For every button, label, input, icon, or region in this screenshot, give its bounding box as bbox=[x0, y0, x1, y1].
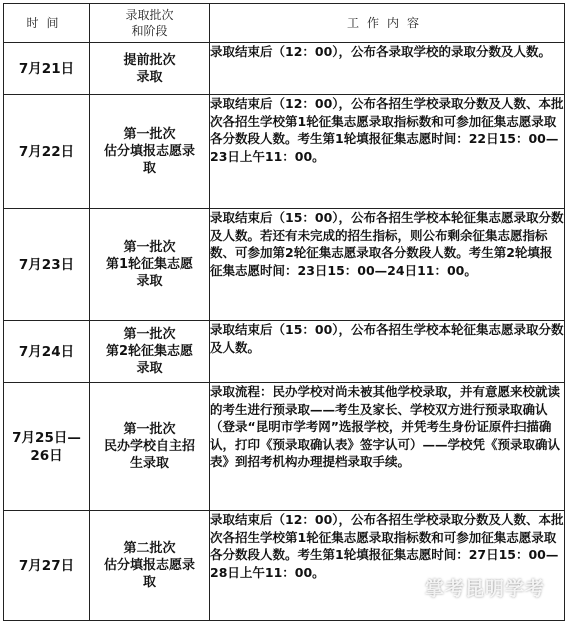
row-date: 7月25日—26日 bbox=[4, 383, 90, 511]
row-date: 7月22日 bbox=[4, 95, 90, 209]
row-batch bbox=[90, 209, 210, 321]
batch-line: 录取 bbox=[136, 361, 163, 376]
batch-line: 第一批次 bbox=[123, 327, 176, 342]
row-work: 录取结束后（12：00），公布各招生学校录取分数及人数、本批次各招生学校第1轮征集志愿录取指标数和可参加征集志愿录取各分数段人数。考生第1轮填报征集志愿时间：22日15：00—23日上午11：00。 bbox=[210, 95, 565, 209]
row-date: 7月21日 bbox=[4, 43, 90, 95]
row-date: 7月24日 bbox=[4, 321, 90, 383]
table-row bbox=[4, 209, 565, 321]
table-row bbox=[4, 511, 565, 621]
header-work: 工作内容 bbox=[210, 4, 565, 43]
table-header-row bbox=[4, 4, 565, 43]
batch-line: 估分填报志愿录 bbox=[103, 558, 195, 573]
batch-line: 录取 bbox=[136, 69, 163, 85]
row-work: 录取结束后（12：00），公布各录取学校的录取分数及人数。 bbox=[210, 43, 565, 95]
row-batch bbox=[90, 321, 210, 383]
row-work: 录取结束后（15：00），公布各招生学校本轮征集志愿录取分数及人数。若还有未完成的招生指标，则公布剩余征集志愿指标数、可参加第2轮征集志愿录取各分数段人数。考生第2轮填报征集志愿时间：23日15：00—24日11：00。 bbox=[210, 209, 565, 321]
batch-line: 第一批次 bbox=[123, 240, 176, 255]
row-work: 录取流程：民办学校对尚未被其他学校录取，并有意愿来校就读的考生进行预录取——考生及家长、学校双方进行预录取确认（登录“昆明市学考网”选报学校，并凭考生身份证原件扫描确认，打印《预录取确认表》签字认可）——学校凭《预录取确认表》到招考机构办理提档录取手续。 bbox=[210, 383, 565, 511]
batch-line: 录取 bbox=[136, 274, 163, 289]
batch-line: 取 bbox=[142, 575, 156, 590]
table-row bbox=[4, 383, 565, 511]
table-row bbox=[4, 43, 565, 95]
row-work: 录取结束后（12：00），公布各招生学校录取分数及人数、本批次各招生学校第1轮征集志愿录取指标数和可参加征集志愿录取各分数段人数。考生第1轮填报征集志愿时间：27日15：00—28日上午11：00。 bbox=[210, 511, 565, 621]
header-batch bbox=[90, 4, 210, 43]
row-date: 7月23日 bbox=[4, 209, 90, 321]
row-work: 录取结束后（15：00），公布各招生学校本轮征集志愿录取分数及人数。 bbox=[210, 321, 565, 383]
row-date: 7月27日 bbox=[4, 511, 90, 621]
batch-line: 第一批次 bbox=[123, 422, 176, 437]
header-time: 时间 bbox=[4, 4, 90, 43]
admission-schedule-table bbox=[3, 3, 565, 621]
table-row bbox=[4, 95, 565, 209]
batch-line: 民办学校自主招 bbox=[103, 439, 195, 454]
batch-line: 第1轮征集志愿 bbox=[105, 257, 194, 272]
row-batch bbox=[90, 43, 210, 95]
table-row bbox=[4, 321, 565, 383]
batch-line: 第2轮征集志愿 bbox=[105, 344, 194, 359]
row-batch bbox=[90, 511, 210, 621]
row-batch bbox=[90, 383, 210, 511]
batch-line: 估分填报志愿录 bbox=[103, 144, 195, 159]
row-batch bbox=[90, 95, 210, 209]
batch-line: 第二批次 bbox=[123, 541, 176, 556]
batch-line: 第一批次 bbox=[123, 127, 176, 142]
watermark-text: 掌考昆明学考 bbox=[425, 578, 546, 600]
batch-line: 提前批次 bbox=[123, 52, 176, 68]
batch-line: 生录取 bbox=[129, 456, 169, 471]
batch-line: 取 bbox=[142, 161, 156, 176]
header-batch-line2: 和阶段 bbox=[131, 24, 168, 38]
header-batch-line1: 录取批次 bbox=[125, 8, 174, 22]
